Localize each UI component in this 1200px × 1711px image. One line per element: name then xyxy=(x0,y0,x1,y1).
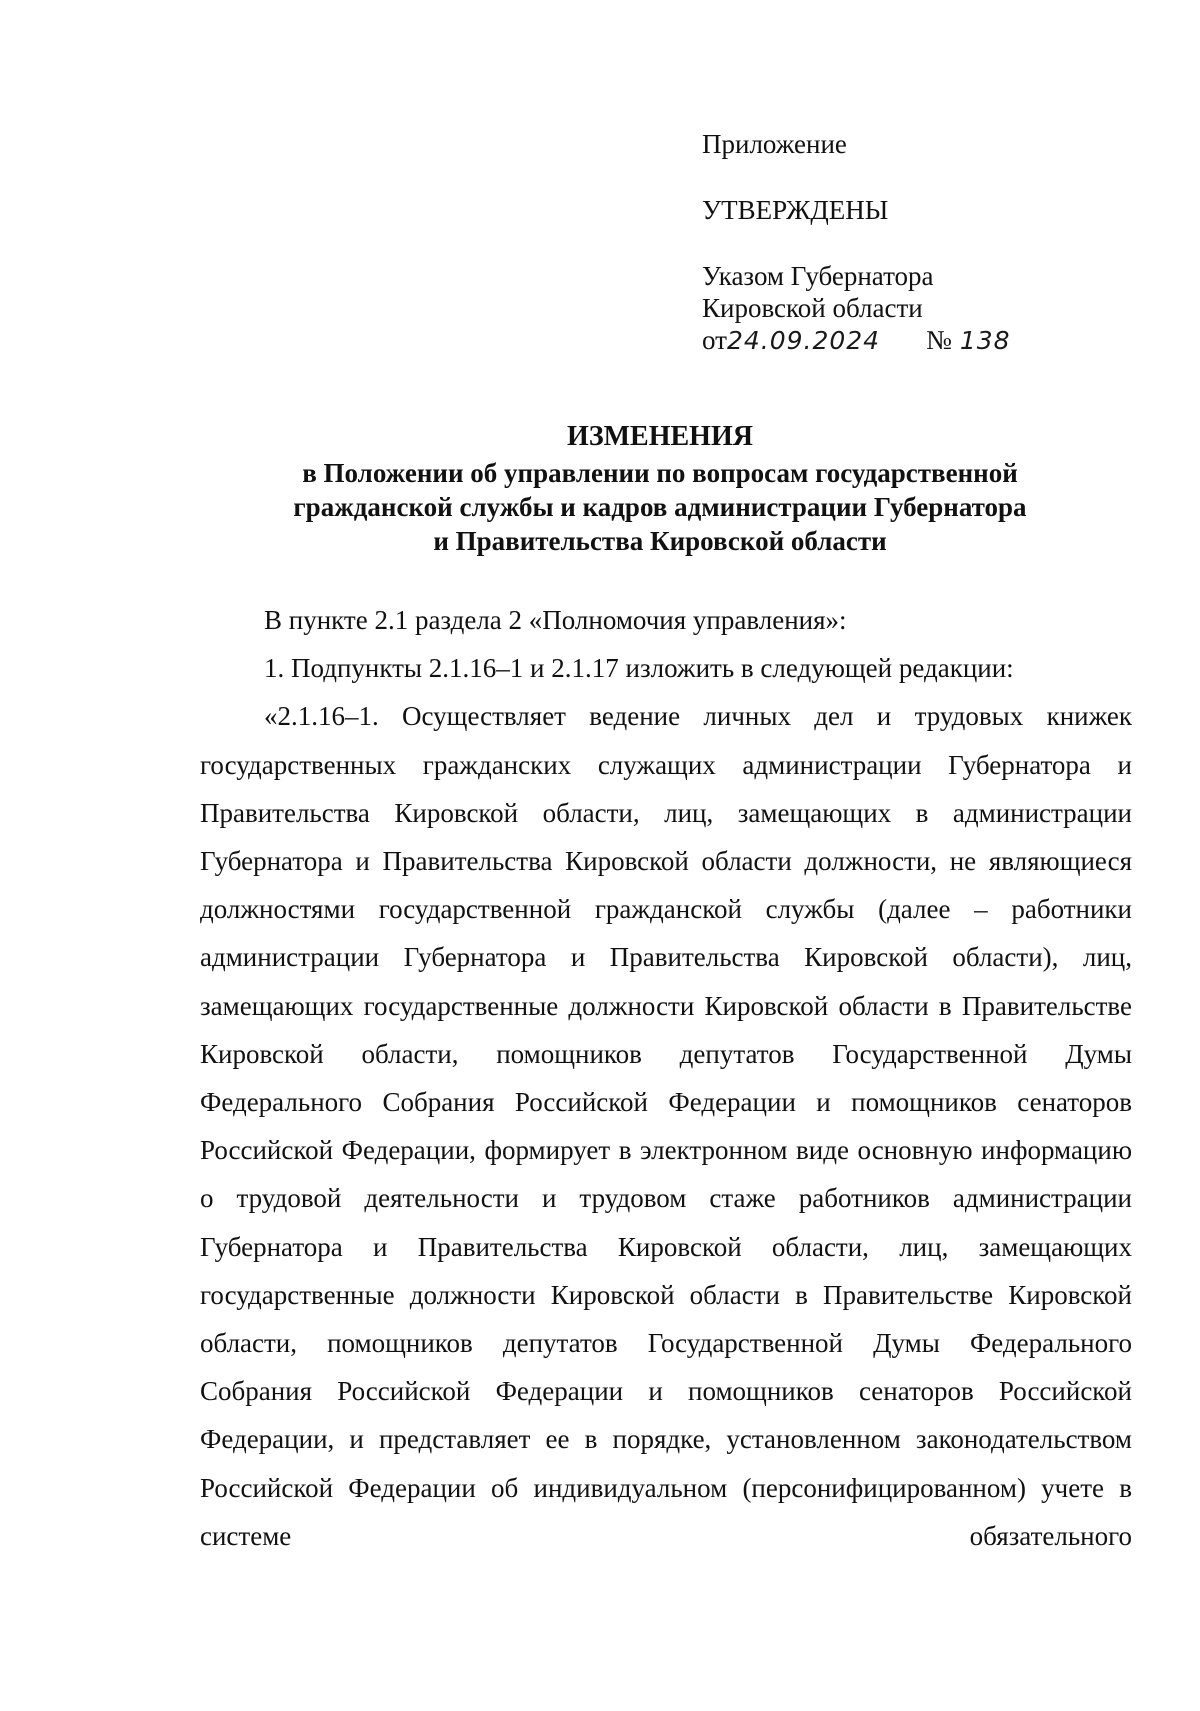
decree-line-2: Кировской области xyxy=(702,293,923,323)
item-1-paragraph: 1. Подпункты 2.1.16–1 и 2.1.17 изложить в следующей редакции: xyxy=(264,653,1014,684)
decree-line-1: Указом Губернатора xyxy=(702,261,934,291)
approved-label: УТВЕРЖДЕНЫ xyxy=(702,195,889,225)
heading-line-3: и Правительства Кировской области xyxy=(433,526,887,556)
appendix-label: Приложение xyxy=(702,129,847,159)
heading-line-2: гражданской службы и кадров администрации Губернатора xyxy=(293,492,1027,522)
approval-block xyxy=(702,128,1122,357)
handwritten-number: 138 xyxy=(959,326,1011,355)
heading-title: ИЗМЕНЕНИЯ xyxy=(567,421,753,452)
document-body xyxy=(200,596,1132,1560)
document-heading xyxy=(200,420,1120,558)
heading-line-1: в Положении об управлении по вопросам государственной xyxy=(302,458,1018,488)
from-label: от xyxy=(702,325,727,355)
number-label: № xyxy=(926,325,952,355)
intro-paragraph: В пункте 2.1 раздела 2 «Полномочия управления»: xyxy=(264,605,847,635)
subpoint-2-1-16-1-paragraph: «2.1.16–1. Осуществляет ведение личных дел и трудовых книжек государственных гражданских служащих администрации Губернатора и Правительства Кировской области, лиц, замещающих в администрации Губернатора и Правительства Кировской области должности, не являющиеся должностями государственной гражданской службы (далее – работники администрации Губернатора и Правительства Кировской области), лиц, замещающих государственные должности Кировской области в Правительстве Кировской области, помощников депутатов Государственной Думы Федерального Собрания Российской Федерации и помощников сенаторов Российской Федерации, формирует в электронном виде основную информацию о трудовой деятельности и трудовом стаже работников администрации Губернатора и Правительства Кировской области, лиц, замещающих государственные должности Кировской области в Правительстве Кировской области, помощников депутатов Государственной Думы Федерального Собрания Российской Федерации и помощников сенаторов Российской Федерации, и представляет ее в порядке, установленном законодательством Российской Федерации об индивидуальном (персонифицированном) учете в системе обязательного xyxy=(200,701,1132,1551)
date-number-row xyxy=(702,324,1122,357)
handwritten-date: 24.09.2024 xyxy=(726,326,881,355)
